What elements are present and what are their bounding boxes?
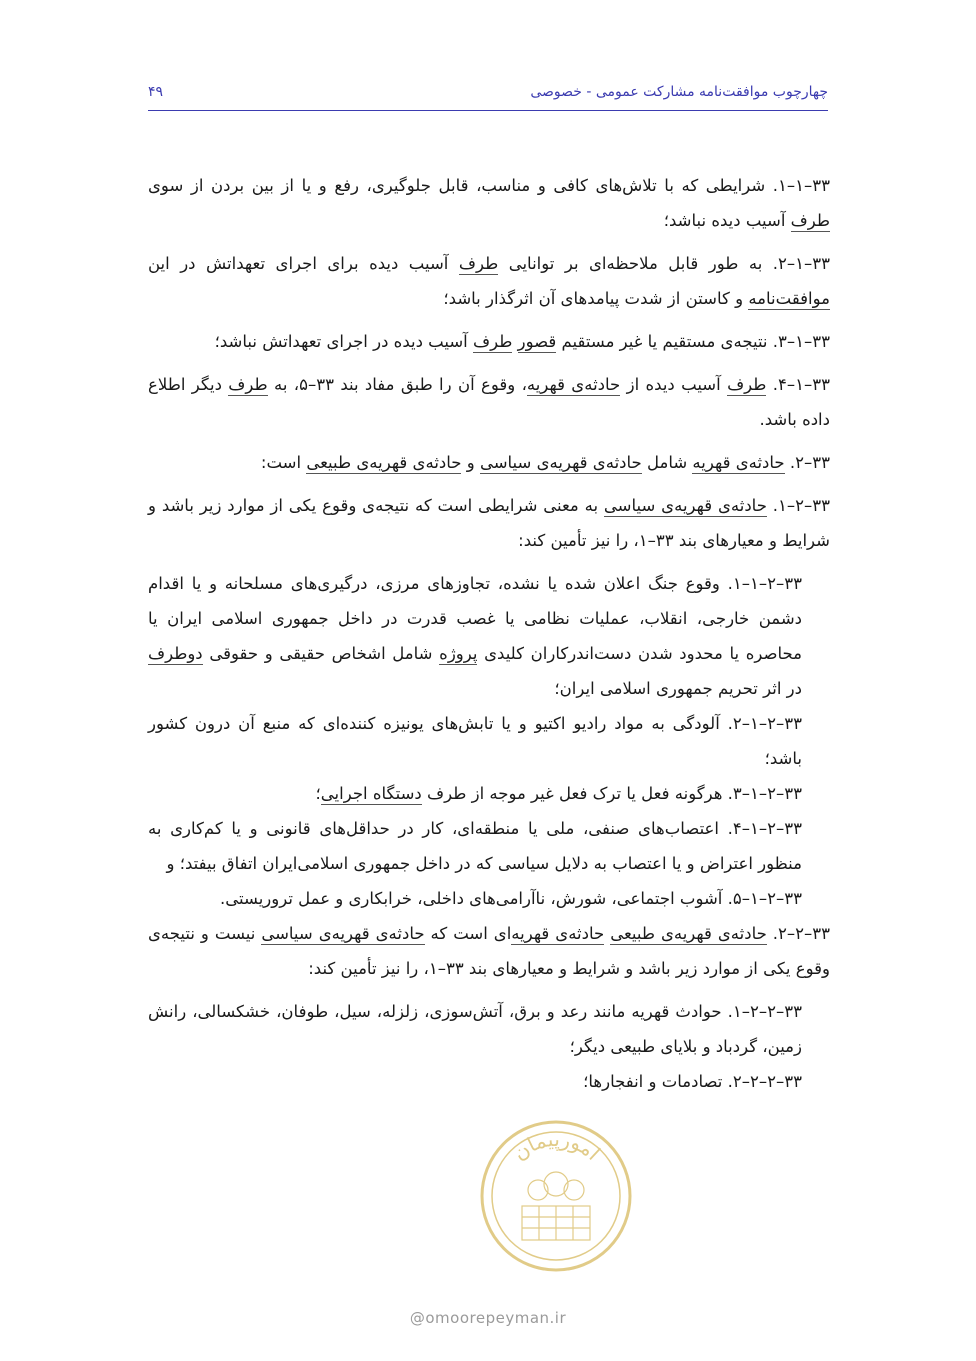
page-number: ۴۹ <box>148 84 164 100</box>
paragraph-p11 <box>148 881 802 916</box>
text-segment: ۳۳–۱–۴. <box>766 375 830 394</box>
paragraph-p9 <box>148 776 802 811</box>
text-segment: ای است که <box>424 924 512 943</box>
defined-term: موافقت‌نامه <box>748 289 830 308</box>
paragraph-p4 <box>148 367 830 437</box>
text-segment: است: <box>260 453 307 472</box>
text-segment: شامل <box>641 453 693 472</box>
document-body <box>148 168 830 1099</box>
text-segment: ۳۳–۲–۲–۱. حوادث قهریه مانند رعد و برق، آتش‌سوزی، زلزله، سیل، طوفان، خشکسالی، رانش زمین، گردباد و بلایای طبیعی دیگر؛ <box>148 1002 802 1056</box>
defined-term: دوطرف <box>148 644 203 663</box>
text-segment: به معنی شرایطی است که نتیجه‌ی وقوع یکی از موارد زیر باشد و شرایط و معیارهای بند ۳۳–۱، را نیز تأمین کند: <box>148 496 830 550</box>
paragraph-p8 <box>148 706 802 776</box>
paragraph-p14 <box>148 1064 802 1099</box>
text-segment: ۳۳–۱–۱. شرایطی که با تلاش‌های کافی و مناسب، قابل جلوگیری، رفع و یا از بین بردن از سوی <box>148 176 830 195</box>
defined-term: طرف <box>458 254 499 273</box>
text-segment: دیگر اطلاع داده باشد. <box>148 375 830 429</box>
defined-term: طرف <box>473 332 513 351</box>
defined-term: پروژه <box>439 644 478 663</box>
text-segment: ۳۳–۲–۱–۳. هرگونه فعل یا ترک فعل غیر موجه از طرف <box>421 784 802 803</box>
text-segment: ، وقوع آن را طبق مفاد بند ۳۳–۵، به <box>267 375 527 394</box>
text-segment: ۳۳–۲–۲–۲. تصادمات و انفجارها؛ <box>583 1072 802 1091</box>
text-segment: ۳۳–۲–۱–۱. وقوع جنگ اعلان شده یا نشده، تجاوزهای مرزی، درگیری‌های مسلحانه و یا اقدام دشمن خارجی، انقلاب، عملیات نظامی یا غصب قدرت در داخل جمهوری اسلامی ایران یا محاصره یا محدود شدن دست‌اندرکاران کلیدی <box>148 574 802 663</box>
header-title: چهارچوب موافقت‌نامه مشارکت عمومی - خصوصی <box>530 84 828 100</box>
text-segment: ۳۳–۱–۲. به طور قابل ملاحظه‌ای بر توانایی <box>498 254 831 273</box>
defined-term: حادثه‌ی قهریه‌ی سیاسی <box>261 924 425 943</box>
text-segment: ۳۳–۱–۳. نتیجه‌ی مستقیم یا غیر مستقیم <box>556 332 830 351</box>
paragraph-p13 <box>148 994 802 1064</box>
text-segment: شامل اشخاص حقیقی و حقوقی <box>202 644 440 663</box>
paragraph-p6 <box>148 488 830 558</box>
watermark-logo <box>478 1118 634 1274</box>
text-segment: نیست و نتیجه‌ی وقوع یکی از موارد زیر باشد و شرایط و معیارهای بند ۳۳–۱، را نیز تأمین کند: <box>148 924 830 978</box>
defined-term: حادثه‌ی قهریه‌ی طبیعی <box>306 453 462 472</box>
watermark-url-text: omoorepeyman.ir <box>425 1309 567 1327</box>
defined-term: دستگاه اجرایی <box>320 784 422 803</box>
defined-term: حادثه‌ی قهریه <box>692 453 785 472</box>
text-segment: ۳۳–۲–۲. <box>766 924 831 943</box>
text-segment <box>512 332 517 351</box>
text-segment: ۳۳–۲–۱–۴. اعتصاب‌های صنفی، ملی یا منطقه‌ای، کار در حداقل‌های قانونی و یا کم‌کاری به منظور اعتراض و یا اعتصاب به دلایل سیاسی که در داخل جمهوری اسلامی‌ایران اتفاق بیفتد؛ و <box>148 819 802 873</box>
text-segment: آسیب دیده برای اجرای تعهداتش در این <box>148 254 459 273</box>
watermark-logo-text: امورپیمان <box>508 1126 605 1165</box>
text-segment: و کاستن از شدت پیامدهای آن اثرگذار باشد؛ <box>443 289 749 308</box>
defined-term: طرف <box>727 375 767 394</box>
paragraph-p7 <box>148 566 802 706</box>
paragraph-p3 <box>148 324 830 359</box>
defined-term: حادثه‌ی قهریه‌ <box>511 924 605 943</box>
at-icon: @ <box>409 1309 426 1327</box>
paragraph-p1 <box>148 168 830 238</box>
text-segment: ۳۳–۲–۱–۵. آشوب اجتماعی، شورش، ناآرامی‌های داخلی، خرابکاری و عمل تروریستی. <box>220 889 802 908</box>
paragraph-p2 <box>148 246 830 316</box>
text-segment: ؛ <box>315 784 321 803</box>
text-segment: آسیب دیده نباشد؛ <box>663 211 791 230</box>
text-segment: آسیب دیده در اجرای تعهداتش نباشد؛ <box>214 332 474 351</box>
defined-term: حادثه‌ی قهریه‌ی طبیعی <box>610 924 767 943</box>
defined-term: حادثه‌ی قهریه <box>526 375 621 394</box>
defined-term: قصور <box>517 332 557 351</box>
text-segment: ۳۳–۲–۱. <box>766 496 831 515</box>
paragraph-p5 <box>148 445 830 480</box>
watermark-url <box>0 1309 976 1327</box>
text-segment: و <box>461 453 480 472</box>
paragraph-p12 <box>148 916 830 986</box>
paragraph-p10 <box>148 811 802 881</box>
text-segment: در اثر تحریم جمهوری اسلامی ایران؛ <box>554 679 802 698</box>
text-segment: ۳۳–۲–۱–۲. آلودگی به مواد رادیو اکتیو و یا تابش‌های یونیزه کننده‌ای که منبع آن درون کشور باشد؛ <box>148 714 802 768</box>
defined-term: حادثه‌ی قهریه‌ی سیاسی <box>603 496 767 515</box>
defined-term: طرف <box>790 211 830 230</box>
text-segment: ۳۳–۲. <box>784 453 830 472</box>
defined-term: طرف <box>228 375 268 394</box>
text-segment: آسیب دیده از <box>620 375 728 394</box>
defined-term: حادثه‌ی قهریه‌ی سیاسی <box>479 453 642 472</box>
page-header <box>148 82 828 111</box>
